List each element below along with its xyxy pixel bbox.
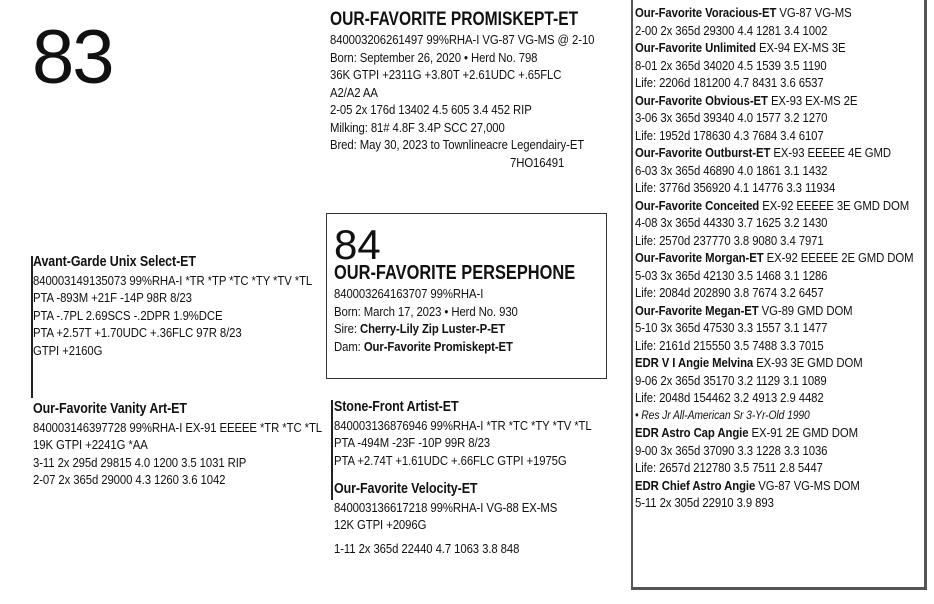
record-line: 5-03 3x 365d 42130 3.5 1468 3.1 1286 bbox=[635, 267, 828, 283]
record-line: 3-06 3x 365d 39340 4.0 1577 3.2 1270 bbox=[635, 110, 828, 125]
ancestor-score: VG-87 VG-MS bbox=[776, 5, 852, 20]
sire-of-dam-name: Avant-Garde Unix Select-ET bbox=[33, 254, 196, 270]
sire-of-dam-line: PTA +2.57T +1.70UDC +.36FLC 97R 8/23 bbox=[33, 325, 242, 340]
record-line: 6-03 3x 365d 46890 4.0 1861 3.1 1432 bbox=[635, 162, 828, 178]
record-line: 4-08 3x 365d 44330 3.7 1625 3.2 1430 bbox=[635, 215, 828, 230]
sire-of-granddam-line: PTA +2.74T +1.61UDC +.66FLC GTPI +1975G bbox=[334, 452, 567, 468]
ancestor-name: Our-Favorite Voracious-ET bbox=[635, 5, 777, 20]
maternal-entry bbox=[635, 39, 934, 92]
award-note: • Res Jr All-American Sr 3-Yr-Old 1990 bbox=[635, 407, 810, 422]
lot-number-84: 84 bbox=[334, 221, 381, 268]
dam-ref-name: Our-Favorite Promiskept-ET bbox=[363, 338, 513, 354]
record-line: Life: 2161d 215550 3.5 7488 3.3 7015 bbox=[635, 337, 824, 353]
maternal-entry bbox=[635, 144, 934, 197]
dam-line: Born: September 26, 2020 • Herd No. 798 bbox=[330, 49, 538, 65]
great-granddam-name: Our-Favorite Velocity-ET bbox=[334, 481, 478, 497]
record-line: Life: 2084d 202890 3.8 7674 3.2 6457 bbox=[635, 285, 824, 300]
dam-line: 36K GTPI +2311G +3.80T +2.61UDC +.65FLC bbox=[330, 67, 562, 82]
great-granddam-line: 840003136617218 99%RHA-I VG-88 EX-MS bbox=[334, 499, 558, 515]
ancestor-score: VG-89 GMD DOM bbox=[758, 302, 853, 318]
ancestor-name: Our-Favorite Megan-ET bbox=[635, 302, 759, 318]
ancestor-name: Our-Favorite Morgan-ET bbox=[635, 250, 764, 265]
ancestor-score: VG-87 VG-MS DOM bbox=[755, 477, 860, 493]
record-line: Life: 2657d 212780 3.5 7511 2.8 5447 bbox=[635, 460, 823, 475]
record-line: Life: 2048d 154462 3.2 4913 2.9 4482 bbox=[635, 390, 824, 405]
sire-of-dam-line: 840003149135073 99%RHA-I *TR *TP *TC *TY *TV *TL bbox=[33, 272, 313, 288]
ancestor-score: EX-94 EX-MS 3E bbox=[755, 40, 846, 55]
lot-84-sire: Sire: Cherry-Lily Zip Luster-P-ET bbox=[334, 321, 506, 336]
record-line: Life: 2206d 181200 4.7 8431 3.6 6537 bbox=[635, 75, 824, 90]
maternal-entry bbox=[635, 477, 934, 512]
record-line: Life: 2570d 237770 3.8 9080 3.4 7971 bbox=[635, 232, 824, 248]
sire-of-granddam-line: PTA -494M -23F -10P 99R 8/23 bbox=[334, 435, 491, 450]
great-granddam-line: 1-11 2x 365d 22440 4.7 1063 3.8 848 bbox=[334, 540, 520, 556]
sire-of-granddam-name: Stone-Front Artist-ET bbox=[334, 399, 459, 415]
maternal-entry bbox=[635, 92, 934, 145]
ancestor-name: EDR Astro Cap Angie bbox=[635, 425, 749, 440]
granddam-block bbox=[33, 401, 369, 489]
dam-line: 2-05 2x 176d 13402 4.5 605 3.4 452 RIP bbox=[330, 102, 532, 117]
lot-84-born: Born: March 17, 2023 • Herd No. 930 bbox=[334, 303, 518, 319]
sire-name: Cherry-Lily Zip Luster-P-ET bbox=[359, 321, 506, 336]
ancestor-name: EDR V I Angie Melvina bbox=[635, 355, 754, 370]
ancestor-score: EX-92 EEEEE 3E GMD DOM bbox=[759, 197, 910, 213]
pedigree-bracket bbox=[331, 400, 333, 500]
lot-number-83: 83 bbox=[32, 15, 113, 100]
great-granddam-line: 12K GTPI +2096G bbox=[334, 517, 427, 532]
dam-block bbox=[330, 9, 637, 171]
record-line: 5-10 3x 365d 47530 3.3 1557 3.1 1477 bbox=[635, 320, 828, 335]
dam-line: A2/A2 AA bbox=[330, 84, 378, 100]
ancestor-score: EX-93 3E GMD DOM bbox=[753, 355, 863, 370]
sire-of-dam-line: PTA -.7PL 2.69SCS -.2DPR 1.9%DCE bbox=[33, 307, 223, 323]
granddam-line: 840003146397728 99%RHA-I EX-91 EEEEE *TR *TC *TL bbox=[33, 419, 323, 435]
ancestor-name: Our-Favorite Unlimited bbox=[635, 40, 756, 55]
dam-line: 840003206261497 99%RHA-I VG-87 VG-MS @ 2-10 bbox=[330, 32, 595, 47]
sire-of-granddam-line: 840003136876946 99%RHA-I *TR *TC *TY *TV *TL bbox=[334, 417, 592, 433]
dam-line: Milking: 81# 4.8F 3.4P SCC 27,000 bbox=[330, 119, 505, 135]
granddam-name: Our-Favorite Vanity Art-ET bbox=[33, 401, 187, 417]
granddam-line: 2-07 2x 365d 29000 4.3 1260 3.6 1042 bbox=[33, 472, 226, 487]
record-line: 9-06 2x 365d 35170 3.2 1129 3.1 1089 bbox=[635, 372, 827, 388]
ancestor-name: EDR Chief Astro Angie bbox=[635, 477, 756, 493]
ancestor-score: EX-93 EEEEE 4E GMD bbox=[770, 145, 891, 160]
record-line: 9-00 3x 365d 37090 3.3 1228 3.3 1036 bbox=[635, 442, 828, 458]
ancestor-name: Our-Favorite Outburst-ET bbox=[635, 145, 771, 160]
dam-name: OUR-FAVORITE PROMISKEPT-ET bbox=[330, 9, 579, 30]
maternal-entry bbox=[635, 4, 934, 39]
record-line: Life: 3776d 356920 4.1 14776 3.3 11934 bbox=[635, 180, 836, 195]
record-line: 2-00 2x 365d 29300 4.4 1281 3.4 1002 bbox=[635, 22, 828, 38]
ancestor-score: EX-91 2E GMD DOM bbox=[748, 425, 858, 440]
maternal-entry bbox=[635, 302, 934, 355]
ancestor-score: EX-93 EX-MS 2E bbox=[767, 92, 858, 108]
lot-84-id: 840003264163707 99%RHA-I bbox=[334, 286, 484, 301]
record-line: 5-11 2x 305d 22910 3.9 893 bbox=[635, 495, 774, 510]
maternal-line-list bbox=[635, 4, 934, 512]
sire-of-granddam-block bbox=[334, 399, 634, 469]
granddam-line: 3-11 2x 295d 29815 4.0 1200 3.5 1031 RIP bbox=[33, 454, 247, 470]
record-line: 8-01 2x 365d 34020 4.5 1539 3.5 1190 bbox=[635, 57, 827, 73]
maternal-entry bbox=[635, 197, 934, 250]
maternal-entry bbox=[635, 249, 934, 302]
sire-of-dam-line: PTA -893M +21F -14P 98R 8/23 bbox=[33, 290, 192, 305]
ancestor-score: EX-92 EEEEE 2E GMD DOM bbox=[763, 250, 914, 265]
great-granddam-block bbox=[334, 481, 594, 557]
lot-84-block bbox=[334, 221, 628, 355]
dam-bred-code: 7HO16491 bbox=[510, 154, 565, 170]
lot-84-dam: Dam: Our-Favorite Promiskept-ET bbox=[334, 338, 513, 354]
dam-line: Bred: May 30, 2023 to Townlineacre Legendairy-ET bbox=[330, 137, 585, 152]
sire-of-dam-block bbox=[33, 254, 358, 359]
maternal-entry bbox=[635, 424, 934, 477]
lot-84-name: OUR-FAVORITE PERSEPHONE bbox=[334, 262, 576, 284]
granddam-line: 19K GTPI +2241G *AA bbox=[33, 437, 148, 452]
ancestor-name: Our-Favorite Conceited bbox=[635, 197, 760, 213]
record-line: Life: 1952d 178630 4.3 7684 3.4 6107 bbox=[635, 127, 824, 143]
maternal-entry bbox=[635, 354, 934, 424]
sire-of-dam-line: GTPI +2160G bbox=[33, 342, 103, 358]
ancestor-name: Our-Favorite Obvious-ET bbox=[635, 92, 768, 108]
